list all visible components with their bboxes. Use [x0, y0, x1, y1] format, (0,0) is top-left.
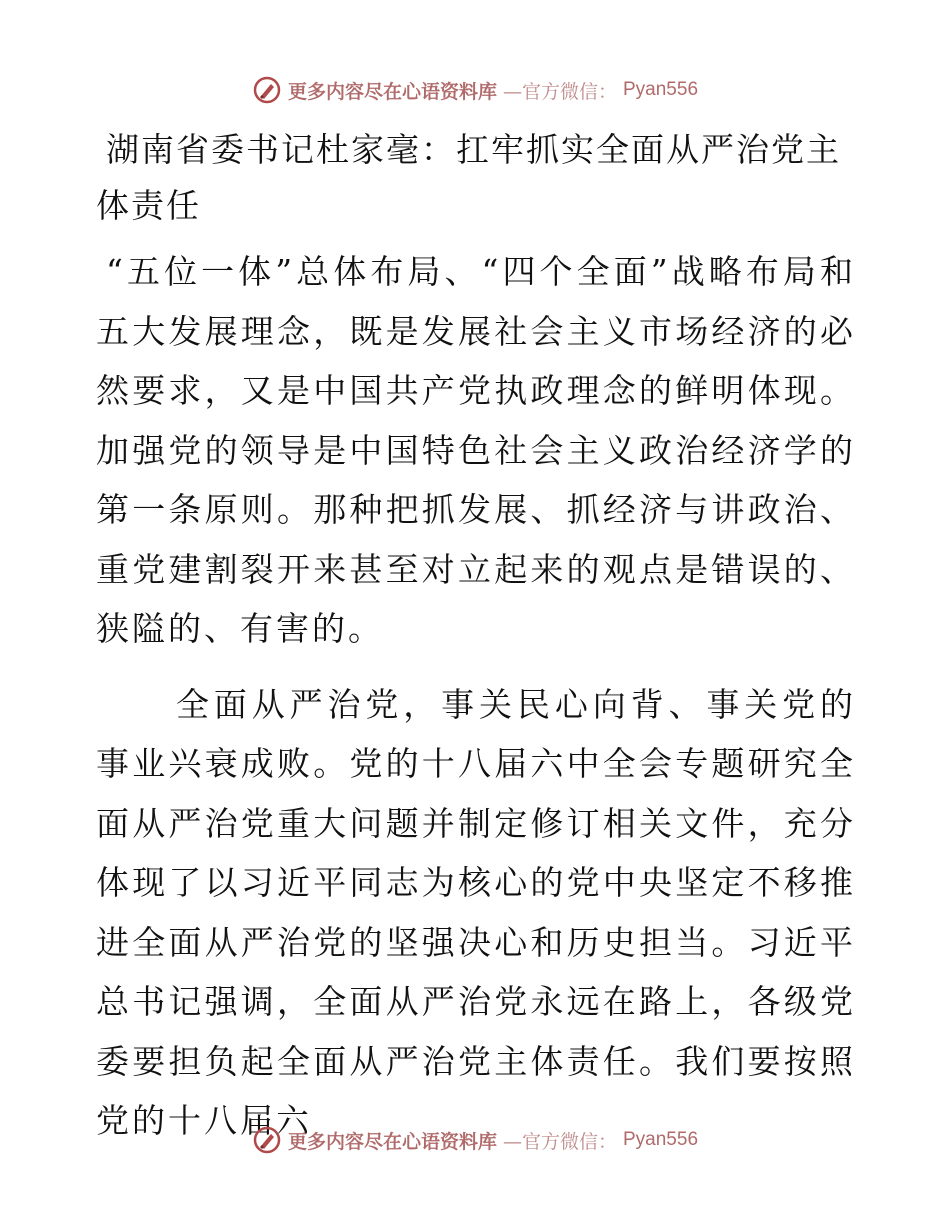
watermark-wechat-id: Pyan556	[623, 79, 699, 100]
paragraph-2: 全面从严治党，事关民心向背、事关党的事业兴衰成败。党的十八届六中全会专题研究全面从严治党重大问题并制定修订相关文件，充分体现了以习近平同志为核心的党中央坚定不移推进全面从严治党的坚强决心和历史担当。习近平总书记强调，全面从严治党永远在路上，各级党委要担负起全面从严治党主体责任。我们要按照党的十八届六	[96, 684, 856, 1140]
document-title	[96, 122, 856, 234]
watermark-text: 更多内容尽在心语资料库	[287, 80, 497, 103]
watermark-separator: —官方微信：	[502, 1130, 617, 1153]
watermark-wechat-id: Pyan556	[623, 1129, 699, 1150]
watermark-banner-top	[0, 70, 950, 110]
document-title-line1: 湖南省委书记杜家毫：扛牢抓实全面从严治党主	[106, 130, 841, 169]
pen-nib-logo-icon	[252, 75, 282, 105]
pen-nib-logo-icon	[252, 1125, 282, 1155]
watermark-banner-bottom	[0, 1120, 950, 1160]
document-body	[96, 122, 856, 1167]
watermark-text: 更多内容尽在心语资料库	[287, 1130, 497, 1153]
watermark-separator: —官方微信：	[502, 80, 617, 103]
paragraph-1: “五位一体”总体布局、“四个全面”战略布局和五大发展理念，既是发展社会主义市场经济的必然要求，又是中国共产党执政理念的鲜明体现。加强党的领导是中国特色社会主义政治经济学的第一条原则。那种把抓发展、抓经济与讲政治、重党建割裂开来甚至对立起来的观点是错误的、狭隘的、有害的。	[96, 252, 856, 648]
document-title-line2: 体责任	[96, 186, 201, 225]
